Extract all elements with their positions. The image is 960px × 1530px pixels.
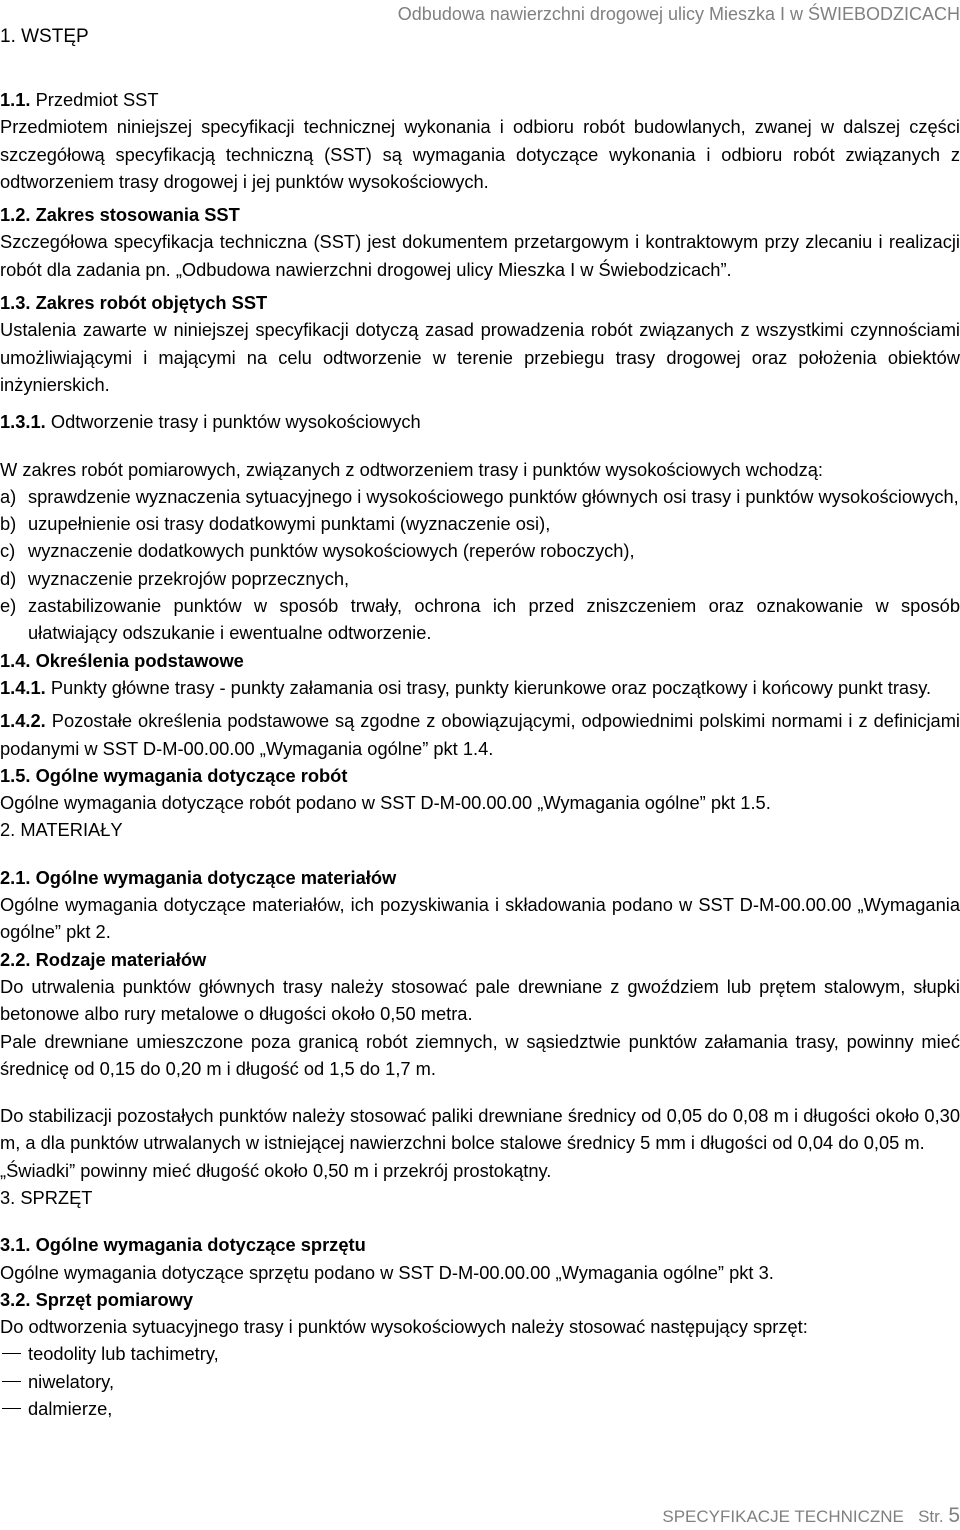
subsection-3-1-heading: 3.1. Ogólne wymagania dotyczące sprzętu	[0, 1234, 366, 1256]
list-text: wyznaczenie dodatkowych punktów wysokościowych (reperów roboczych),	[28, 540, 635, 562]
running-header: Odbudowa nawierzchni drogowej ulicy Mieszka I w ŚWIEBODZICACH	[397, 4, 960, 24]
list-item	[0, 510, 960, 537]
page-number: 5	[948, 1504, 960, 1527]
subsection-1-3-1-heading	[0, 408, 960, 435]
section-title-3: 3. SPRZĘT	[0, 1186, 93, 1208]
section-title-1: 1. WSTĘP	[0, 26, 89, 47]
dash-bullet-icon	[0, 1368, 28, 1395]
list-marker: c)	[0, 540, 16, 562]
list-marker: d)	[0, 567, 17, 589]
paragraph: Pale drewniane umieszczone poza granicą robót ziemnych, w sąsiedztwie punktów załamania trasy, powinny mieć średnicę od 0,15 do 0,20 m i długość od 1,5 do 1,7 m.	[0, 1030, 960, 1079]
list-text: wyznaczenie przekrojów poprzecznych,	[28, 567, 350, 589]
subsection-3-2-intro: Do odtworzenia sytuacyjnego trasy i punktów wysokościowych należy stosować następujący sprzęt:	[0, 1316, 808, 1338]
subsection-title: Przedmiot SST	[35, 89, 159, 110]
footer-label: SPECYFIKACJE TECHNICZNE	[662, 1507, 904, 1526]
list-text: uzupełnienie osi trasy dodatkowymi punktami (wyznaczenie osi),	[28, 513, 551, 535]
list-marker: a)	[0, 485, 17, 507]
definition-number: 1.4.1.	[0, 676, 46, 698]
subsection-1-3-1-intro: W zakres robót pomiarowych, związanych z odtworzeniem trasy i punktów wysokościowych wchodzą:	[0, 458, 823, 480]
section-title-2: 2. MATERIAŁY	[0, 819, 123, 841]
equipment-item	[0, 1340, 960, 1367]
list-text: teodolity lub tachimetry,	[28, 1343, 219, 1365]
subsection-1-5-heading: 1.5. Ogólne wymagania dotyczące robót	[0, 764, 348, 786]
subsection-number: 1.1.	[0, 89, 31, 110]
dash-bullet-icon	[0, 1395, 28, 1422]
list-item	[0, 565, 960, 592]
paragraph: Do stabilizacji pozostałych punktów należy stosować paliki drewniane średnicy od 0,05 do 0,08 m i długości około 0,30 m, a dla punktów utrwalanych w istniejącej nawierzchni bolce stalowe średnicy 5 mm i długości od 0,04 do 0,05 m.	[0, 1105, 960, 1154]
subsection-1-5-text: Ogólne wymagania dotyczące robót podano w SST D-M-00.00.00 „Wymagania ogólne” pkt 1.5.	[0, 792, 771, 814]
page-footer	[662, 1504, 960, 1528]
paragraph: Do utrwalenia punktów głównych trasy należy stosować pale drewniane z gwoździem lub prętem stalowym, słupki betonowe albo rury metalowe o długości około 0,50 metra.	[0, 975, 960, 1025]
list-text: dalmierze,	[28, 1398, 113, 1420]
dash-bullet-icon	[0, 1340, 28, 1367]
subsection-1-3-heading: 1.3. Zakres robót objętych SST	[0, 292, 268, 314]
definition-text: Pozostałe określenia podstawowe są zgodne z obowiązującymi, odpowiednimi polskimi normami i z definicjami podanymi w SST D-M-00.00.00 „Wymagania ogólne” pkt 1.4.	[0, 710, 960, 759]
subsection-3-2-heading: 3.2. Sprzęt pomiarowy	[0, 1288, 194, 1310]
list-item	[0, 537, 960, 564]
list-item	[0, 592, 960, 647]
definition-1-4-1	[0, 674, 960, 701]
subsection-2-2-heading: 2.2. Rodzaje materiałów	[0, 948, 207, 970]
list-text: zastabilizowanie punktów w sposób trwały, ochrona ich przed zniszczeniem oraz oznakowanie w sposób ułatwiający odszukanie i ewentualne odtworzenie.	[28, 595, 960, 644]
list-text: sprawdzenie wyznaczenia sytuacyjnego i wysokościowego punktów głównych osi trasy i punktów wysokościowych,	[28, 485, 959, 507]
list-text: niwelatory,	[28, 1370, 115, 1392]
page-prefix: Str.	[918, 1507, 944, 1526]
equipment-item	[0, 1368, 960, 1395]
subsection-number: 1.3.1.	[0, 411, 46, 433]
subsection-2-1-text: Ogólne wymagania dotyczące materiałów, ich pozyskiwania i składowania podano w SST D-M-00.00.00 „Wymagania ogólne” pkt 2.	[0, 894, 960, 943]
subsection-1-3-text: Ustalenia zawarte w niniejszej specyfikacji dotyczą zasad prowadzenia robót związanych z wszystkimi czynnościami umożliwiającymi i mającymi na celu odtworzenie w terenie przebiegu trasy drogowej oraz położenia obiektów inżynierskich.	[0, 319, 960, 395]
list-marker: e)	[0, 595, 17, 617]
subsection-3-1-text: Ogólne wymagania dotyczące sprzętu podano w SST D-M-00.00.00 „Wymagania ogólne” pkt 3.	[0, 1261, 774, 1283]
subsection-title: Odtworzenie trasy i punktów wysokościowych	[50, 411, 421, 433]
subsection-1-2-heading: 1.2. Zakres stosowania SST	[0, 204, 240, 226]
subsection-1-4-heading: 1.4. Określenia podstawowe	[0, 649, 244, 671]
definition-number: 1.4.2.	[0, 710, 46, 732]
paragraph: „Świadki” powinny mieć długość około 0,50 m i przekrój prostokątny.	[0, 1159, 552, 1181]
definition-1-4-2	[0, 707, 960, 762]
definition-text: Punkty główne trasy - punkty załamania osi trasy, punkty kierunkowe oraz początkowy i końcowy punkt trasy.	[50, 676, 932, 698]
subsection-1-1-heading	[0, 86, 960, 113]
list-marker: b)	[0, 513, 17, 535]
subsection-1-1-text: Przedmiotem niniejszej specyfikacji technicznej wykonania i odbioru robót budowlanych, zwanej w dalszej części szczegółową specyfikacją techniczną (SST) są wymagania dotyczące wykonania i odbioru robót związanych z odtworzeniem trasy drogowej i jej punktów wysokościowych.	[0, 116, 960, 192]
document-body	[0, 86, 960, 1422]
equipment-item	[0, 1395, 960, 1422]
subsection-2-1-heading: 2.1. Ogólne wymagania dotyczące materiałów	[0, 866, 397, 888]
subsection-1-2-text: Szczegółowa specyfikacja techniczna (SST) jest dokumentem przetargowym i kontraktowym przy zlecaniu i realizacji robót dla zadania pn. „Odbudowa nawierzchni drogowej ulicy Mieszka I w Świebodzicach”.	[0, 231, 960, 280]
list-item	[0, 483, 960, 510]
